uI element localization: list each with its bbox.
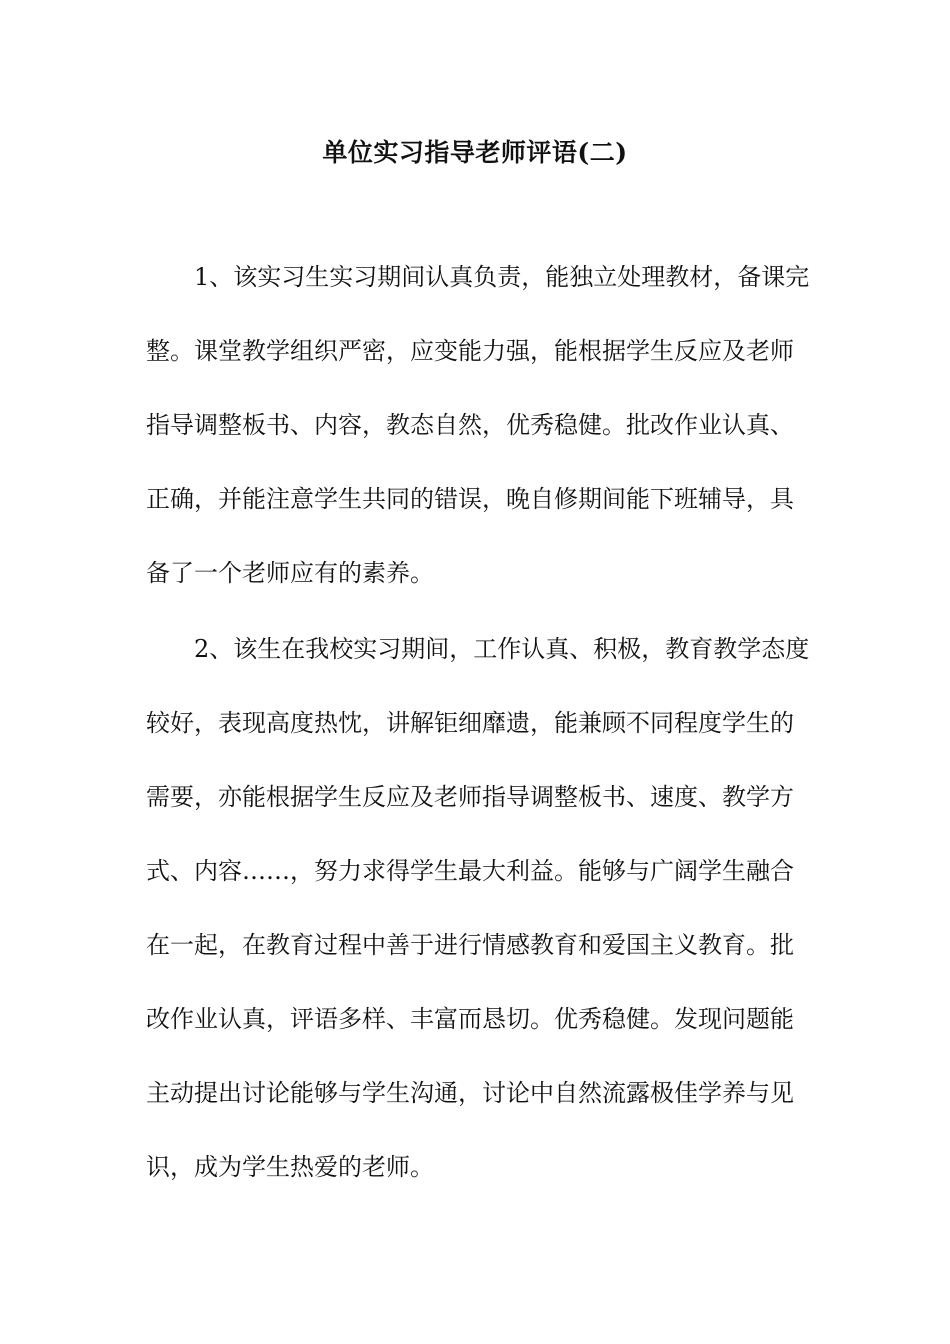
paragraph-line: 主动提出讨论能够与学生沟通，讨论中自然流露极佳学养与见 [146, 1079, 794, 1107]
paragraph-line: 1、该实习生实习期间认真负责，能独立处理教材，备课完 [194, 263, 810, 291]
document-title: 单位实习指导老师评语(二) [322, 138, 628, 167]
paragraph-2 [146, 612, 810, 1204]
paragraph-line: 正确，并能注意学生共同的错误，晚自修期间能下班辅导，具 [146, 485, 794, 513]
paragraph-line: 式、内容……，努力求得学生最大利益。能够与广阔学生融合 [146, 857, 794, 885]
paragraph-line: 指导调整板书、内容，教态自然，优秀稳健。批改作业认真、 [146, 411, 794, 439]
paragraph-line: 在一起，在教育过程中善于进行情感教育和爱国主义教育。批 [146, 931, 794, 959]
paragraph-line: 整。课堂教学组织严密，应变能力强，能根据学生反应及老师 [146, 337, 794, 365]
paragraph-line: 需要，亦能根据学生反应及老师指导调整板书、速度、教学方 [146, 783, 794, 811]
paragraph-line: 改作业认真，评语多样、丰富而恳切。优秀稳健。发现问题能 [146, 1005, 794, 1033]
paragraph-line: 备了一个老师应有的素养。 [146, 559, 434, 587]
paragraph-1 [146, 240, 810, 610]
paragraph-line: 较好，表现高度热忱，讲解钜细靡遗，能兼顾不同程度学生的 [146, 709, 794, 737]
paragraph-line: 2、该生在我校实习期间，工作认真、积极，教育教学态度 [194, 635, 810, 663]
paragraph-line: 识，成为学生热爱的老师。 [146, 1153, 434, 1181]
